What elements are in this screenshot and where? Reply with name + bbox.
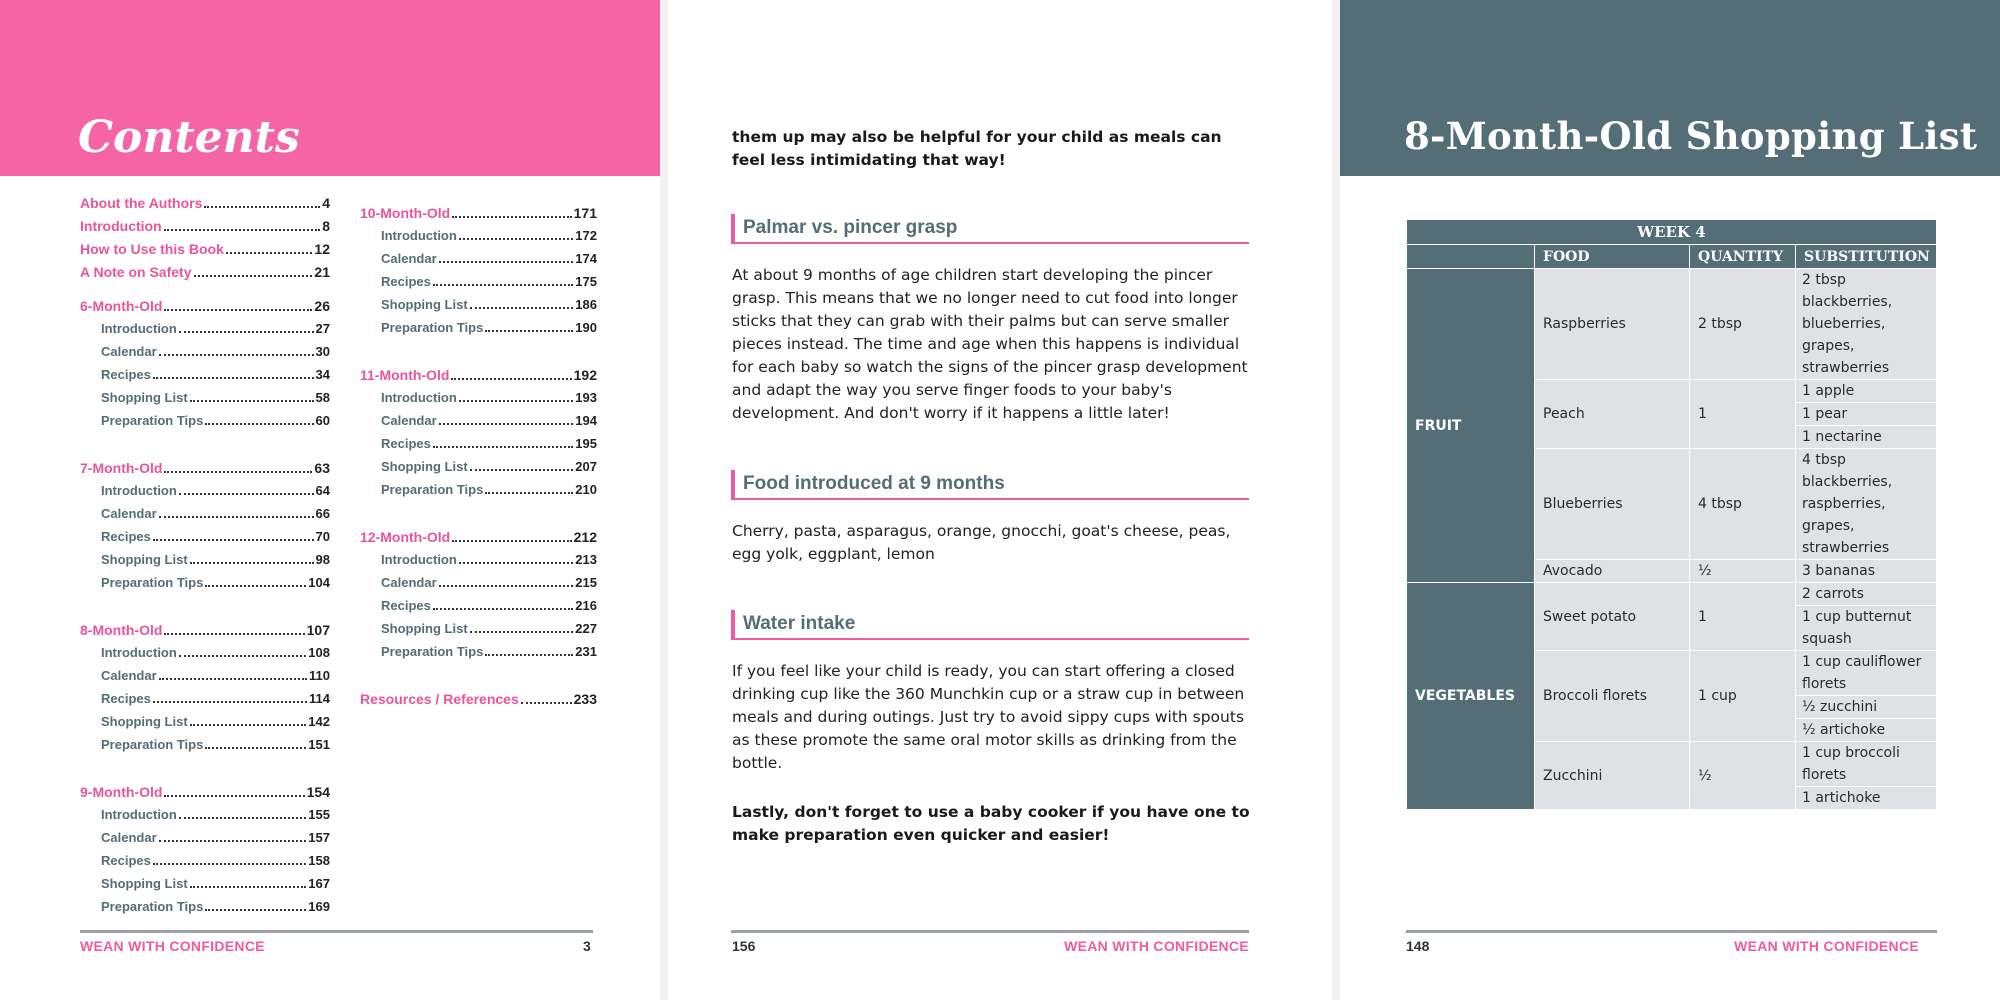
toc-leader-dots — [470, 469, 574, 471]
toc-leader-dots — [433, 608, 573, 610]
toc-page-number: 192 — [573, 367, 597, 383]
toc-entry-label: Preparation Tips — [381, 644, 484, 659]
food-cell: Raspberries — [1535, 269, 1690, 380]
quantity-cell: 4 tbsp — [1690, 449, 1796, 560]
toc-page-number: 114 — [309, 691, 330, 706]
toc-subentry — [360, 575, 597, 598]
toc-leader-dots — [194, 275, 313, 277]
toc-leader-dots — [205, 909, 306, 911]
toc-subentry — [80, 645, 330, 668]
footer-rule — [80, 930, 593, 933]
toc-subentry — [80, 506, 330, 529]
substitution-cell: 2 carrots — [1796, 583, 1937, 606]
toc-subentry — [80, 344, 330, 367]
toc-leader-dots — [159, 516, 314, 518]
toc-entry-label: Shopping List — [381, 459, 468, 474]
toc-subentry — [80, 691, 330, 714]
toc-spacer — [80, 287, 330, 298]
toc-page-number: 58 — [315, 390, 330, 405]
toc-page-number: 158 — [308, 853, 330, 868]
toc-leader-dots — [159, 354, 314, 356]
toc-entry — [80, 195, 330, 218]
toc-entry-label: Preparation Tips — [101, 737, 204, 752]
toc-page-number: 172 — [575, 228, 597, 243]
toc-page-number: 104 — [308, 575, 330, 590]
footer-page-number: 148 — [1406, 938, 1430, 954]
toc-page-number: 142 — [308, 714, 330, 729]
toc-entry-label: How to Use this Book — [80, 241, 224, 257]
shopping-table — [1406, 219, 1937, 810]
substitution-header: SUBSTITUTION — [1796, 245, 1937, 269]
toc-subentry — [360, 390, 597, 413]
toc-leader-dots — [179, 331, 314, 333]
toc-leader-dots — [190, 886, 307, 888]
toc-entry — [80, 241, 330, 264]
toc-entry-label: Shopping List — [381, 297, 468, 312]
toc-page-number: 154 — [306, 784, 330, 800]
toc-entry-label: Recipes — [381, 436, 431, 451]
toc-subentry — [80, 807, 330, 830]
toc-leader-dots — [204, 206, 320, 208]
toc-entry-label: Calendar — [101, 830, 157, 845]
toc-leader-dots — [485, 654, 573, 656]
toc-subentry — [360, 413, 597, 436]
category-cell: FRUIT — [1407, 269, 1535, 583]
toc-entry-label: Preparation Tips — [101, 575, 204, 590]
toc-leader-dots — [521, 702, 572, 704]
intro-bold-text: them up may also be helpful for your child as meals can feel less intimidating that way! — [732, 128, 1222, 169]
toc-leader-dots — [452, 216, 571, 218]
category-header — [1407, 245, 1535, 269]
toc-page-number: 155 — [308, 807, 330, 822]
substitution-cell: 1 nectarine — [1796, 426, 1937, 449]
shopping-list-page — [1340, 0, 2000, 1000]
toc-leader-dots — [153, 539, 314, 541]
toc-page-number: 174 — [575, 251, 597, 266]
toc-entry-label: Shopping List — [101, 714, 188, 729]
section-body-water: If you feel like your child is ready, you can start offering a closed drinking cup like the 360 Munchkin cup or a straw cup in between meals and during outings. Just try to avoid sippy cups with spouts as these promote the same oral motor skills as drinking from the bottle. — [732, 662, 1245, 772]
footer-rule — [731, 930, 1249, 933]
substitution-cell: 3 bananas — [1796, 560, 1937, 583]
toc-page-number: 8 — [322, 218, 330, 234]
toc-entry — [80, 460, 330, 483]
food-cell: Broccoli florets — [1535, 651, 1690, 742]
toc-entry-label: Recipes — [381, 598, 431, 613]
toc-subentry — [80, 876, 330, 899]
toc-page-number: 216 — [575, 598, 597, 613]
toc-entry-label: Recipes — [101, 367, 151, 382]
toc-entry-label: About the Authors — [80, 195, 203, 211]
toc-spacer — [360, 505, 597, 529]
toc-page-number: 108 — [308, 645, 330, 660]
substitution-cell: 1 pear — [1796, 403, 1937, 426]
toc-entry-label: Calendar — [381, 413, 437, 428]
toc-entry-label: Calendar — [101, 668, 157, 683]
substitution-cell: 4 tbsp blackberries, raspberries, grapes, strawberries — [1796, 449, 1937, 560]
toc-entry-label: Preparation Tips — [381, 482, 484, 497]
toc-entry-label: 12-Month-Old — [360, 529, 451, 545]
section-heading-food — [731, 470, 1249, 500]
toc-entry-label: Introduction — [381, 552, 457, 567]
toc-entry-label: Calendar — [381, 251, 437, 266]
section-body-grasp: At about 9 months of age children start developing the pincer grasp. This means that we no longer need to cut food into longer sticks that they can grab with their palms but can serve smaller pieces instead. The time and age when this happens is individual for each baby so watch the signs of the pincer grasp development and adapt the way you serve finger foods to your baby's development. And don't worry if it happens a little later! — [732, 266, 1248, 422]
toc-leader-dots — [459, 400, 573, 402]
toc-subentry — [360, 228, 597, 251]
toc-entry-label: Calendar — [101, 506, 157, 521]
footer-book-title: WEAN WITH CONFIDENCE — [1734, 938, 1919, 954]
toc-entry — [80, 622, 330, 645]
toc-leader-dots — [179, 817, 306, 819]
section-heading-grasp — [731, 214, 1249, 244]
toc-leader-dots — [164, 633, 304, 635]
footer-page-number: 3 — [583, 938, 591, 954]
toc-subentry — [80, 321, 330, 344]
toc-entry-label: 7-Month-Old — [80, 460, 163, 476]
section-heading-label: Food introduced at 9 months — [743, 473, 1005, 494]
toc-spacer — [360, 343, 597, 367]
toc-subentry — [80, 483, 330, 506]
toc-page-number: 212 — [573, 529, 597, 545]
substitution-cell: 1 apple — [1796, 380, 1937, 403]
toc-entry-label: Calendar — [101, 344, 157, 359]
food-header: FOOD — [1535, 245, 1690, 269]
footer-rule — [1406, 930, 1937, 933]
food-cell: Blueberries — [1535, 449, 1690, 560]
toc-leader-dots — [439, 261, 574, 263]
shopping-list-title: 8-Month-Old Shopping List — [1404, 114, 1978, 158]
toc-leader-dots — [433, 446, 573, 448]
toc-page-number: 195 — [575, 436, 597, 451]
toc-subentry — [360, 644, 597, 667]
toc-entry-label: Recipes — [381, 274, 431, 289]
toc-page-number: 194 — [575, 413, 597, 428]
toc-page-number: 227 — [575, 621, 597, 636]
toc-subentry — [80, 413, 330, 436]
section-heading-water — [731, 610, 1249, 640]
toc-leader-dots — [226, 252, 313, 254]
toc-leader-dots — [164, 309, 312, 311]
toc-page-number: 157 — [308, 830, 330, 845]
toc-entry-label: Preparation Tips — [101, 899, 204, 914]
toc-entry — [360, 691, 597, 714]
toc-leader-dots — [205, 423, 313, 425]
toc-page-number: 60 — [315, 413, 330, 428]
closing-bold-text: Lastly, don't forget to use a baby cooker if you have one to make preparation even quicker and easier! — [732, 803, 1250, 844]
toc-page-number: 233 — [573, 691, 597, 707]
toc-entry — [80, 298, 330, 321]
substitution-cell: 1 artichoke — [1796, 787, 1937, 810]
toc-subentry — [80, 529, 330, 552]
toc-subentry — [80, 853, 330, 876]
toc-page-number: 207 — [575, 459, 597, 474]
toc-entry-label: Introduction — [101, 807, 177, 822]
toc-page-number: 215 — [575, 575, 597, 590]
toc-entry-label: 11-Month-Old — [360, 367, 450, 383]
quantity-cell: 1 cup — [1690, 651, 1796, 742]
toc-subentry — [360, 320, 597, 343]
toc-subentry — [360, 251, 597, 274]
section-heading-label: Palmar vs. pincer grasp — [743, 217, 958, 238]
toc-subentry — [360, 621, 597, 644]
toc-leader-dots — [470, 307, 574, 309]
footer-page-number: 156 — [732, 938, 756, 954]
toc-subentry — [80, 830, 330, 853]
toc-leader-dots — [164, 795, 304, 797]
week-label: WEEK 4 — [1407, 220, 1937, 245]
substitution-cell: 1 cup cauliflower florets — [1796, 651, 1937, 696]
toc-page-number: 26 — [314, 298, 330, 314]
toc-leader-dots — [459, 562, 573, 564]
toc-page-number: 64 — [315, 483, 330, 498]
toc-subentry — [360, 459, 597, 482]
toc-page-number: 66 — [315, 506, 330, 521]
toc-entry — [80, 784, 330, 807]
toc-entry-label: Introduction — [101, 321, 177, 336]
toc-subentry — [80, 899, 330, 922]
toc-subentry — [80, 390, 330, 413]
toc-leader-dots — [190, 400, 314, 402]
toc-spacer — [80, 436, 330, 460]
toc-entry-label: Calendar — [381, 575, 437, 590]
toc-leader-dots — [159, 678, 307, 680]
toc-leader-dots — [190, 724, 307, 726]
quantity-header: QUANTITY — [1690, 245, 1796, 269]
category-cell: VEGETABLES — [1407, 583, 1535, 810]
toc-leader-dots — [485, 330, 573, 332]
toc-subentry — [80, 737, 330, 760]
toc-subentry — [360, 598, 597, 621]
toc-subentry — [80, 367, 330, 390]
toc-leader-dots — [205, 585, 306, 587]
section-body-food: Cherry, pasta, asparagus, orange, gnocchi, goat's cheese, peas, egg yolk, eggplant, lemon — [732, 522, 1231, 563]
toc-entry — [80, 218, 330, 241]
quantity-cell: ½ — [1690, 742, 1796, 810]
toc-right-column — [360, 205, 597, 714]
toc-page-number: 21 — [314, 264, 330, 280]
toc-page-number: 12 — [314, 241, 330, 257]
page-gutter — [660, 0, 668, 1000]
toc-leader-dots — [439, 423, 574, 425]
toc-subentry — [360, 482, 597, 505]
toc-entry — [360, 529, 597, 552]
toc-leader-dots — [433, 284, 573, 286]
footer-book-title: WEAN WITH CONFIDENCE — [80, 938, 265, 954]
toc-leader-dots — [205, 747, 306, 749]
toc-spacer — [80, 598, 330, 622]
toc-page-number: 210 — [575, 482, 597, 497]
toc-leader-dots — [452, 540, 571, 542]
toc-page-number: 34 — [315, 367, 330, 382]
toc-page-number: 190 — [575, 320, 597, 335]
toc-subentry — [360, 274, 597, 297]
toc-page-number: 231 — [575, 644, 597, 659]
toc-entry-label: Introduction — [381, 390, 457, 405]
substitution-cell: 1 cup broccoli florets — [1796, 742, 1937, 787]
toc-entry-label: Shopping List — [101, 552, 188, 567]
quantity-cell: 1 — [1690, 583, 1796, 651]
toc-entry-label: 10-Month-Old — [360, 205, 451, 221]
toc-subentry — [360, 552, 597, 575]
quantity-cell: 2 tbsp — [1690, 269, 1796, 380]
toc-page-number: 27 — [315, 321, 330, 336]
toc-leader-dots — [164, 229, 321, 231]
toc-entry-label: Introduction — [101, 483, 177, 498]
food-cell: Zucchini — [1535, 742, 1690, 810]
contents-page — [0, 0, 660, 1000]
toc-page-number: 70 — [315, 529, 330, 544]
toc-page-number: 175 — [575, 274, 597, 289]
food-cell: Peach — [1535, 380, 1690, 449]
table-row — [1407, 269, 1937, 380]
toc-left-column — [80, 195, 330, 922]
toc-page-number: 63 — [314, 460, 330, 476]
toc-leader-dots — [179, 493, 314, 495]
toc-page-number: 98 — [315, 552, 330, 567]
toc-leader-dots — [451, 378, 571, 380]
substitution-cell: ½ artichoke — [1796, 719, 1937, 742]
toc-spacer — [360, 667, 597, 691]
toc-leader-dots — [190, 562, 314, 564]
text-page — [668, 0, 1332, 1000]
toc-page-number: 30 — [315, 344, 330, 359]
toc-entry — [80, 264, 330, 287]
toc-leader-dots — [164, 471, 312, 473]
toc-entry-label: Preparation Tips — [101, 413, 204, 428]
toc-leader-dots — [459, 238, 573, 240]
toc-subentry — [360, 436, 597, 459]
toc-page-number: 110 — [309, 668, 330, 683]
toc-subentry — [80, 575, 330, 598]
toc-page-number: 167 — [308, 876, 330, 891]
substitution-cell: 2 tbsp blackberries, blueberries, grapes, strawberries — [1796, 269, 1937, 380]
contents-title: Contents — [78, 112, 300, 163]
toc-entry-label: Introduction — [381, 228, 457, 243]
toc-entry-label: Recipes — [101, 691, 151, 706]
substitution-cell: ½ zucchini — [1796, 696, 1937, 719]
toc-page-number: 151 — [308, 737, 330, 752]
toc-page-number: 4 — [322, 195, 330, 211]
toc-page-number: 193 — [575, 390, 597, 405]
toc-leader-dots — [153, 863, 306, 865]
toc-subentry — [360, 297, 597, 320]
quantity-cell: 1 — [1690, 380, 1796, 449]
quantity-cell: ½ — [1690, 560, 1796, 583]
toc-leader-dots — [159, 840, 307, 842]
toc-leader-dots — [485, 492, 573, 494]
toc-subentry — [80, 552, 330, 575]
toc-subentry — [80, 714, 330, 737]
toc-entry-label: Preparation Tips — [381, 320, 484, 335]
toc-entry-label: A Note on Safety — [80, 264, 192, 280]
toc-entry-label: 6-Month-Old — [80, 298, 163, 314]
toc-leader-dots — [153, 377, 314, 379]
toc-entry — [360, 205, 597, 228]
toc-page-number: 171 — [573, 205, 597, 221]
toc-entry-label: Resources / References — [360, 691, 519, 707]
toc-entry-label: 8-Month-Old — [80, 622, 163, 638]
page-gutter — [1332, 0, 1340, 1000]
substitution-cell: 1 cup butternut squash — [1796, 606, 1937, 651]
section-heading-label: Water intake — [743, 613, 856, 634]
toc-page-number: 213 — [575, 552, 597, 567]
toc-entry-label: 9-Month-Old — [80, 784, 163, 800]
food-cell: Avocado — [1535, 560, 1690, 583]
toc-page-number: 107 — [306, 622, 330, 638]
toc-entry-label: Shopping List — [101, 390, 188, 405]
toc-subentry — [80, 668, 330, 691]
table-row — [1407, 583, 1937, 606]
toc-spacer — [80, 760, 330, 784]
toc-leader-dots — [470, 631, 574, 633]
toc-entry-label: Shopping List — [381, 621, 468, 636]
toc-leader-dots — [153, 701, 307, 703]
toc-entry-label: Recipes — [101, 529, 151, 544]
footer-book-title: WEAN WITH CONFIDENCE — [1064, 938, 1249, 954]
toc-leader-dots — [179, 655, 306, 657]
toc-leader-dots — [439, 585, 574, 587]
toc-entry — [360, 367, 597, 390]
toc-page-number: 186 — [575, 297, 597, 312]
toc-entry-label: Shopping List — [101, 876, 188, 891]
toc-entry-label: Introduction — [101, 645, 177, 660]
food-cell: Sweet potato — [1535, 583, 1690, 651]
toc-entry-label: Introduction — [80, 218, 162, 234]
toc-entry-label: Recipes — [101, 853, 151, 868]
toc-page-number: 169 — [308, 899, 330, 914]
